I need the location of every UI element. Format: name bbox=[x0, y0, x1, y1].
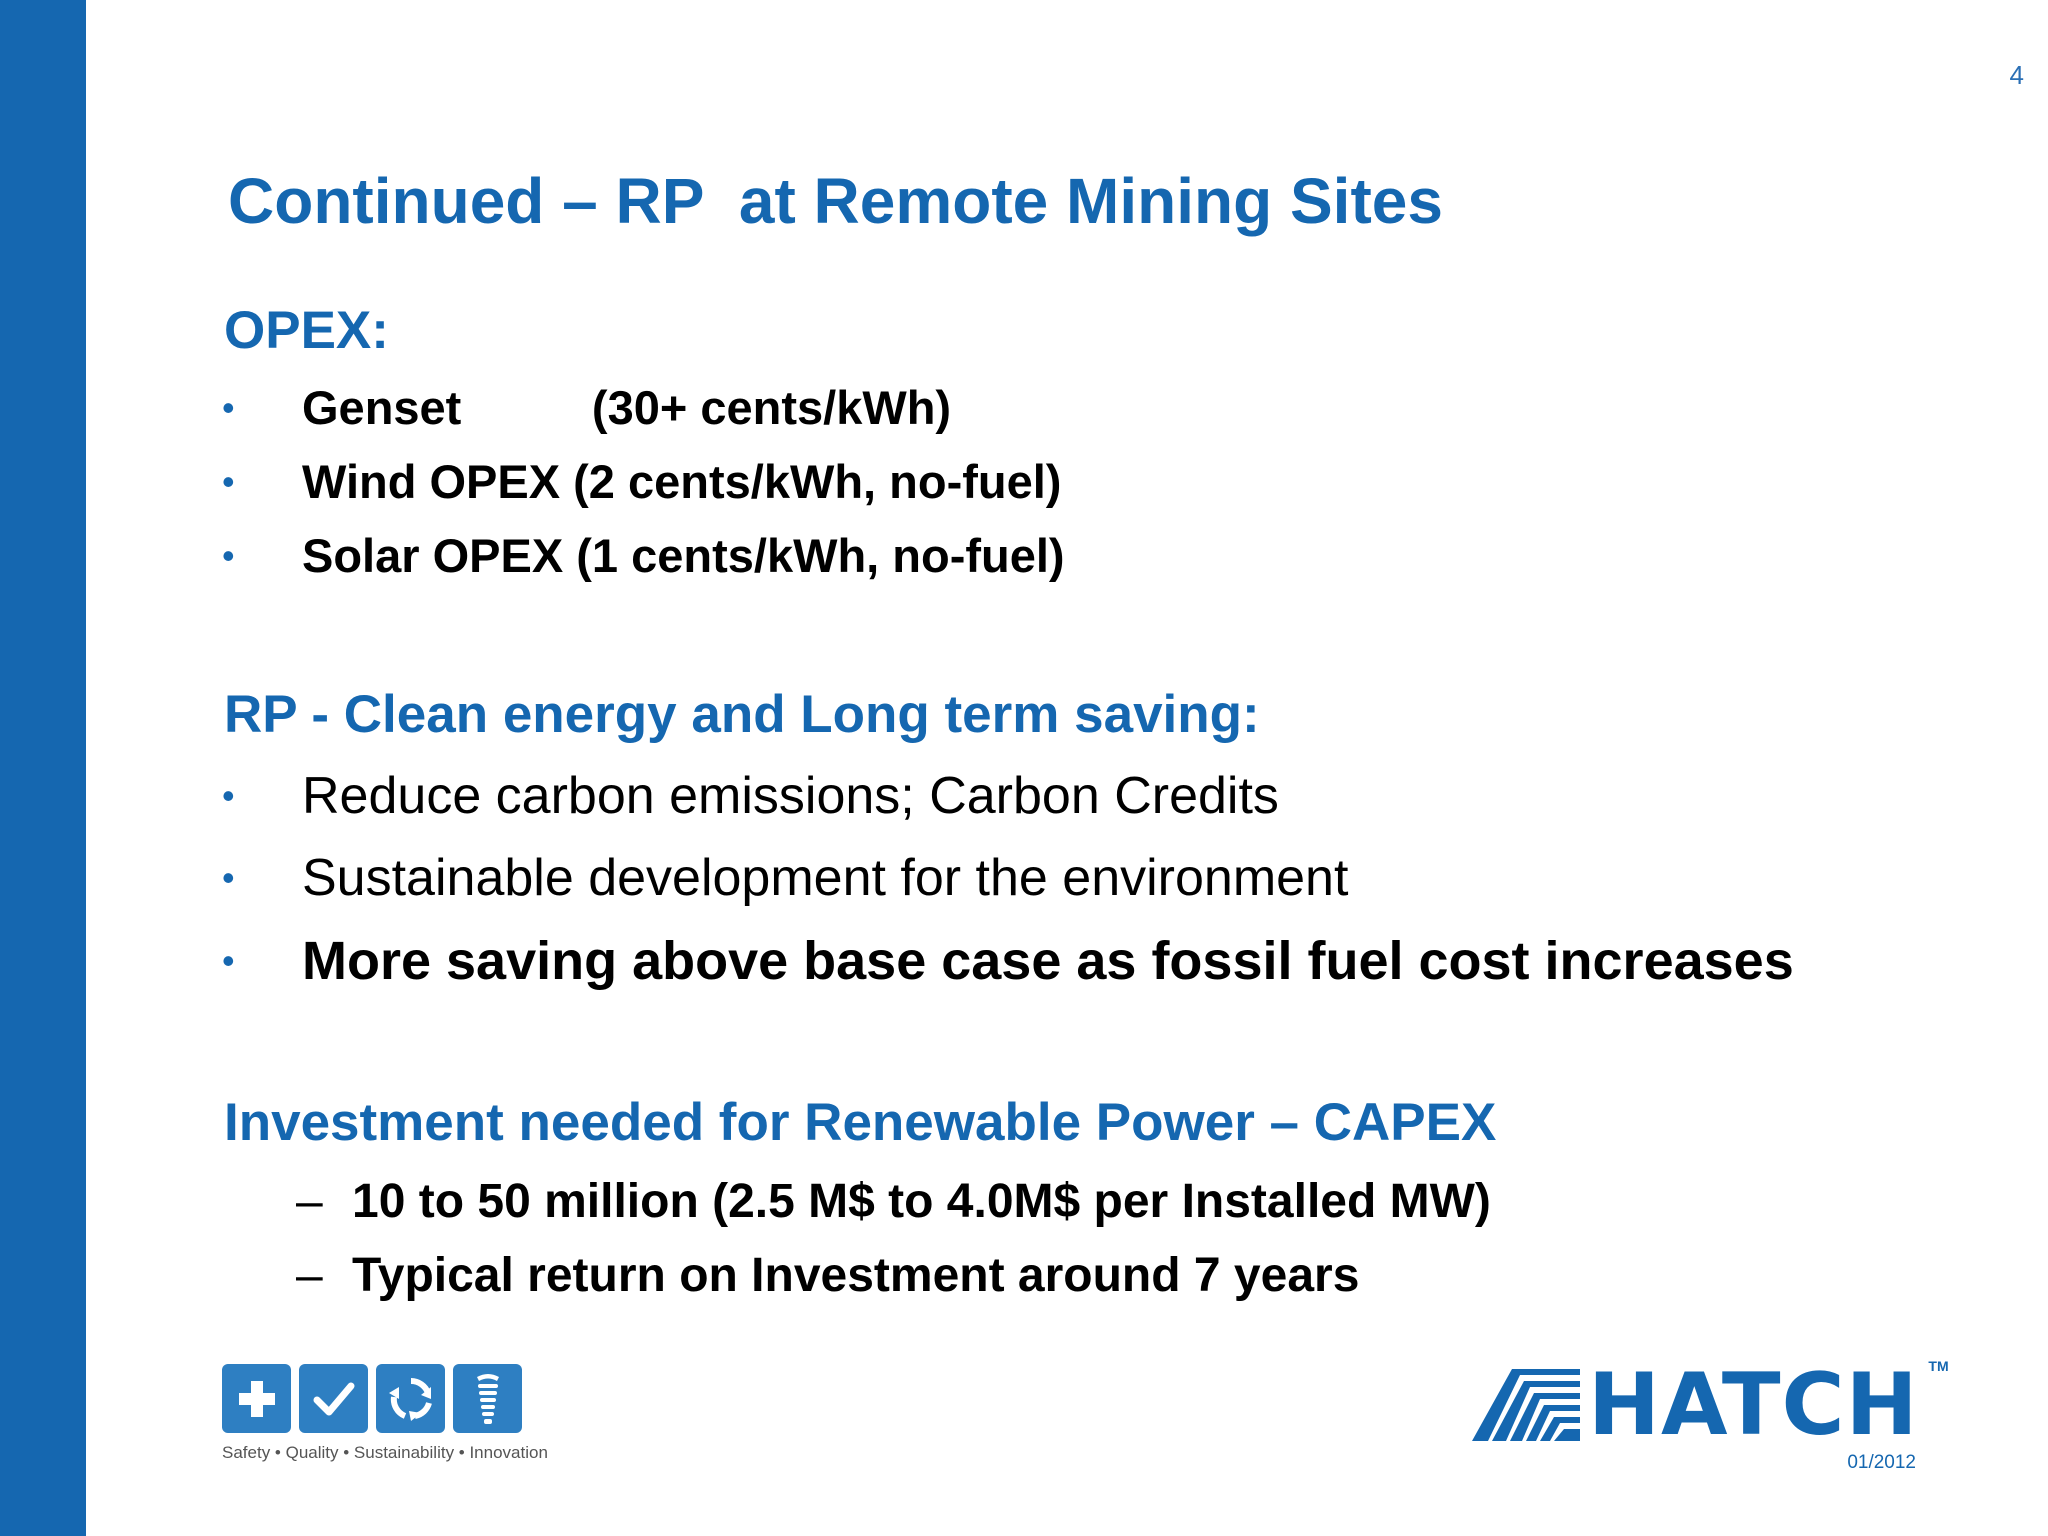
rp-item-label: More saving above base case as fossil fuel cost increases bbox=[302, 931, 1794, 991]
bullet-icon: • bbox=[222, 940, 235, 981]
opex-heading: OPEX: bbox=[224, 301, 389, 360]
slide-title: Continued – RP at Remote Mining Sites bbox=[228, 165, 1443, 237]
hatch-wordmark bbox=[1580, 1355, 1949, 1455]
bullet-icon: • bbox=[222, 534, 235, 576]
values-caption: Safety • Quality • Sustainability • Innovation bbox=[222, 1443, 548, 1462]
bullet-icon: • bbox=[222, 775, 235, 816]
plus-icon bbox=[222, 1364, 291, 1433]
capex-item-label: 10 to 50 million (2.5 M$ to 4.0M$ per Installed MW) bbox=[352, 1175, 1491, 1228]
hatch-logo bbox=[1472, 1355, 1949, 1455]
values-icons bbox=[222, 1364, 548, 1433]
capex-item-range bbox=[296, 1174, 1491, 1229]
opex-item-label: Genset (30+ cents/kWh) bbox=[302, 381, 952, 434]
bullet-icon: • bbox=[222, 460, 235, 502]
bullet-icon: • bbox=[222, 386, 235, 428]
page-number: 4 bbox=[2009, 60, 2024, 90]
opex-item-label: Solar OPEX (1 cents/kWh, no-fuel) bbox=[302, 529, 1065, 582]
footer-date: 01/2012 bbox=[1847, 1452, 1916, 1473]
opex-item-solar bbox=[222, 528, 1065, 583]
values-footer bbox=[222, 1364, 548, 1463]
capex-heading: Investment needed for Renewable Power – CAPEX bbox=[224, 1093, 1497, 1152]
opex-item-label: Wind OPEX (2 cents/kWh, no-fuel) bbox=[302, 455, 1062, 508]
dash-icon: – bbox=[296, 1249, 323, 1302]
capex-item-roi bbox=[296, 1248, 1359, 1303]
bullet-icon: • bbox=[222, 857, 235, 898]
rp-item-saving bbox=[222, 930, 1794, 992]
lightbulb-icon bbox=[453, 1364, 522, 1433]
rp-heading: RP - Clean energy and Long term saving: bbox=[224, 685, 1260, 744]
capex-item-label: Typical return on Investment around 7 years bbox=[352, 1249, 1360, 1302]
dash-icon: – bbox=[296, 1175, 323, 1228]
opex-item-genset bbox=[222, 380, 951, 435]
rp-item-carbon bbox=[222, 766, 1279, 826]
opex-item-wind bbox=[222, 454, 1061, 509]
trademark-mark: TM bbox=[1928, 1358, 1949, 1374]
recycle-icon bbox=[376, 1364, 445, 1433]
hatch-logo-text: HATCH bbox=[1588, 1355, 1919, 1455]
sidebar-band bbox=[0, 0, 86, 1536]
rp-item-label: Reduce carbon emissions; Carbon Credits bbox=[302, 767, 1279, 825]
rp-item-label: Sustainable development for the environment bbox=[302, 849, 1349, 907]
hatch-mark-icon bbox=[1472, 1369, 1580, 1441]
rp-item-sustainable bbox=[222, 848, 1348, 908]
check-icon bbox=[299, 1364, 368, 1433]
